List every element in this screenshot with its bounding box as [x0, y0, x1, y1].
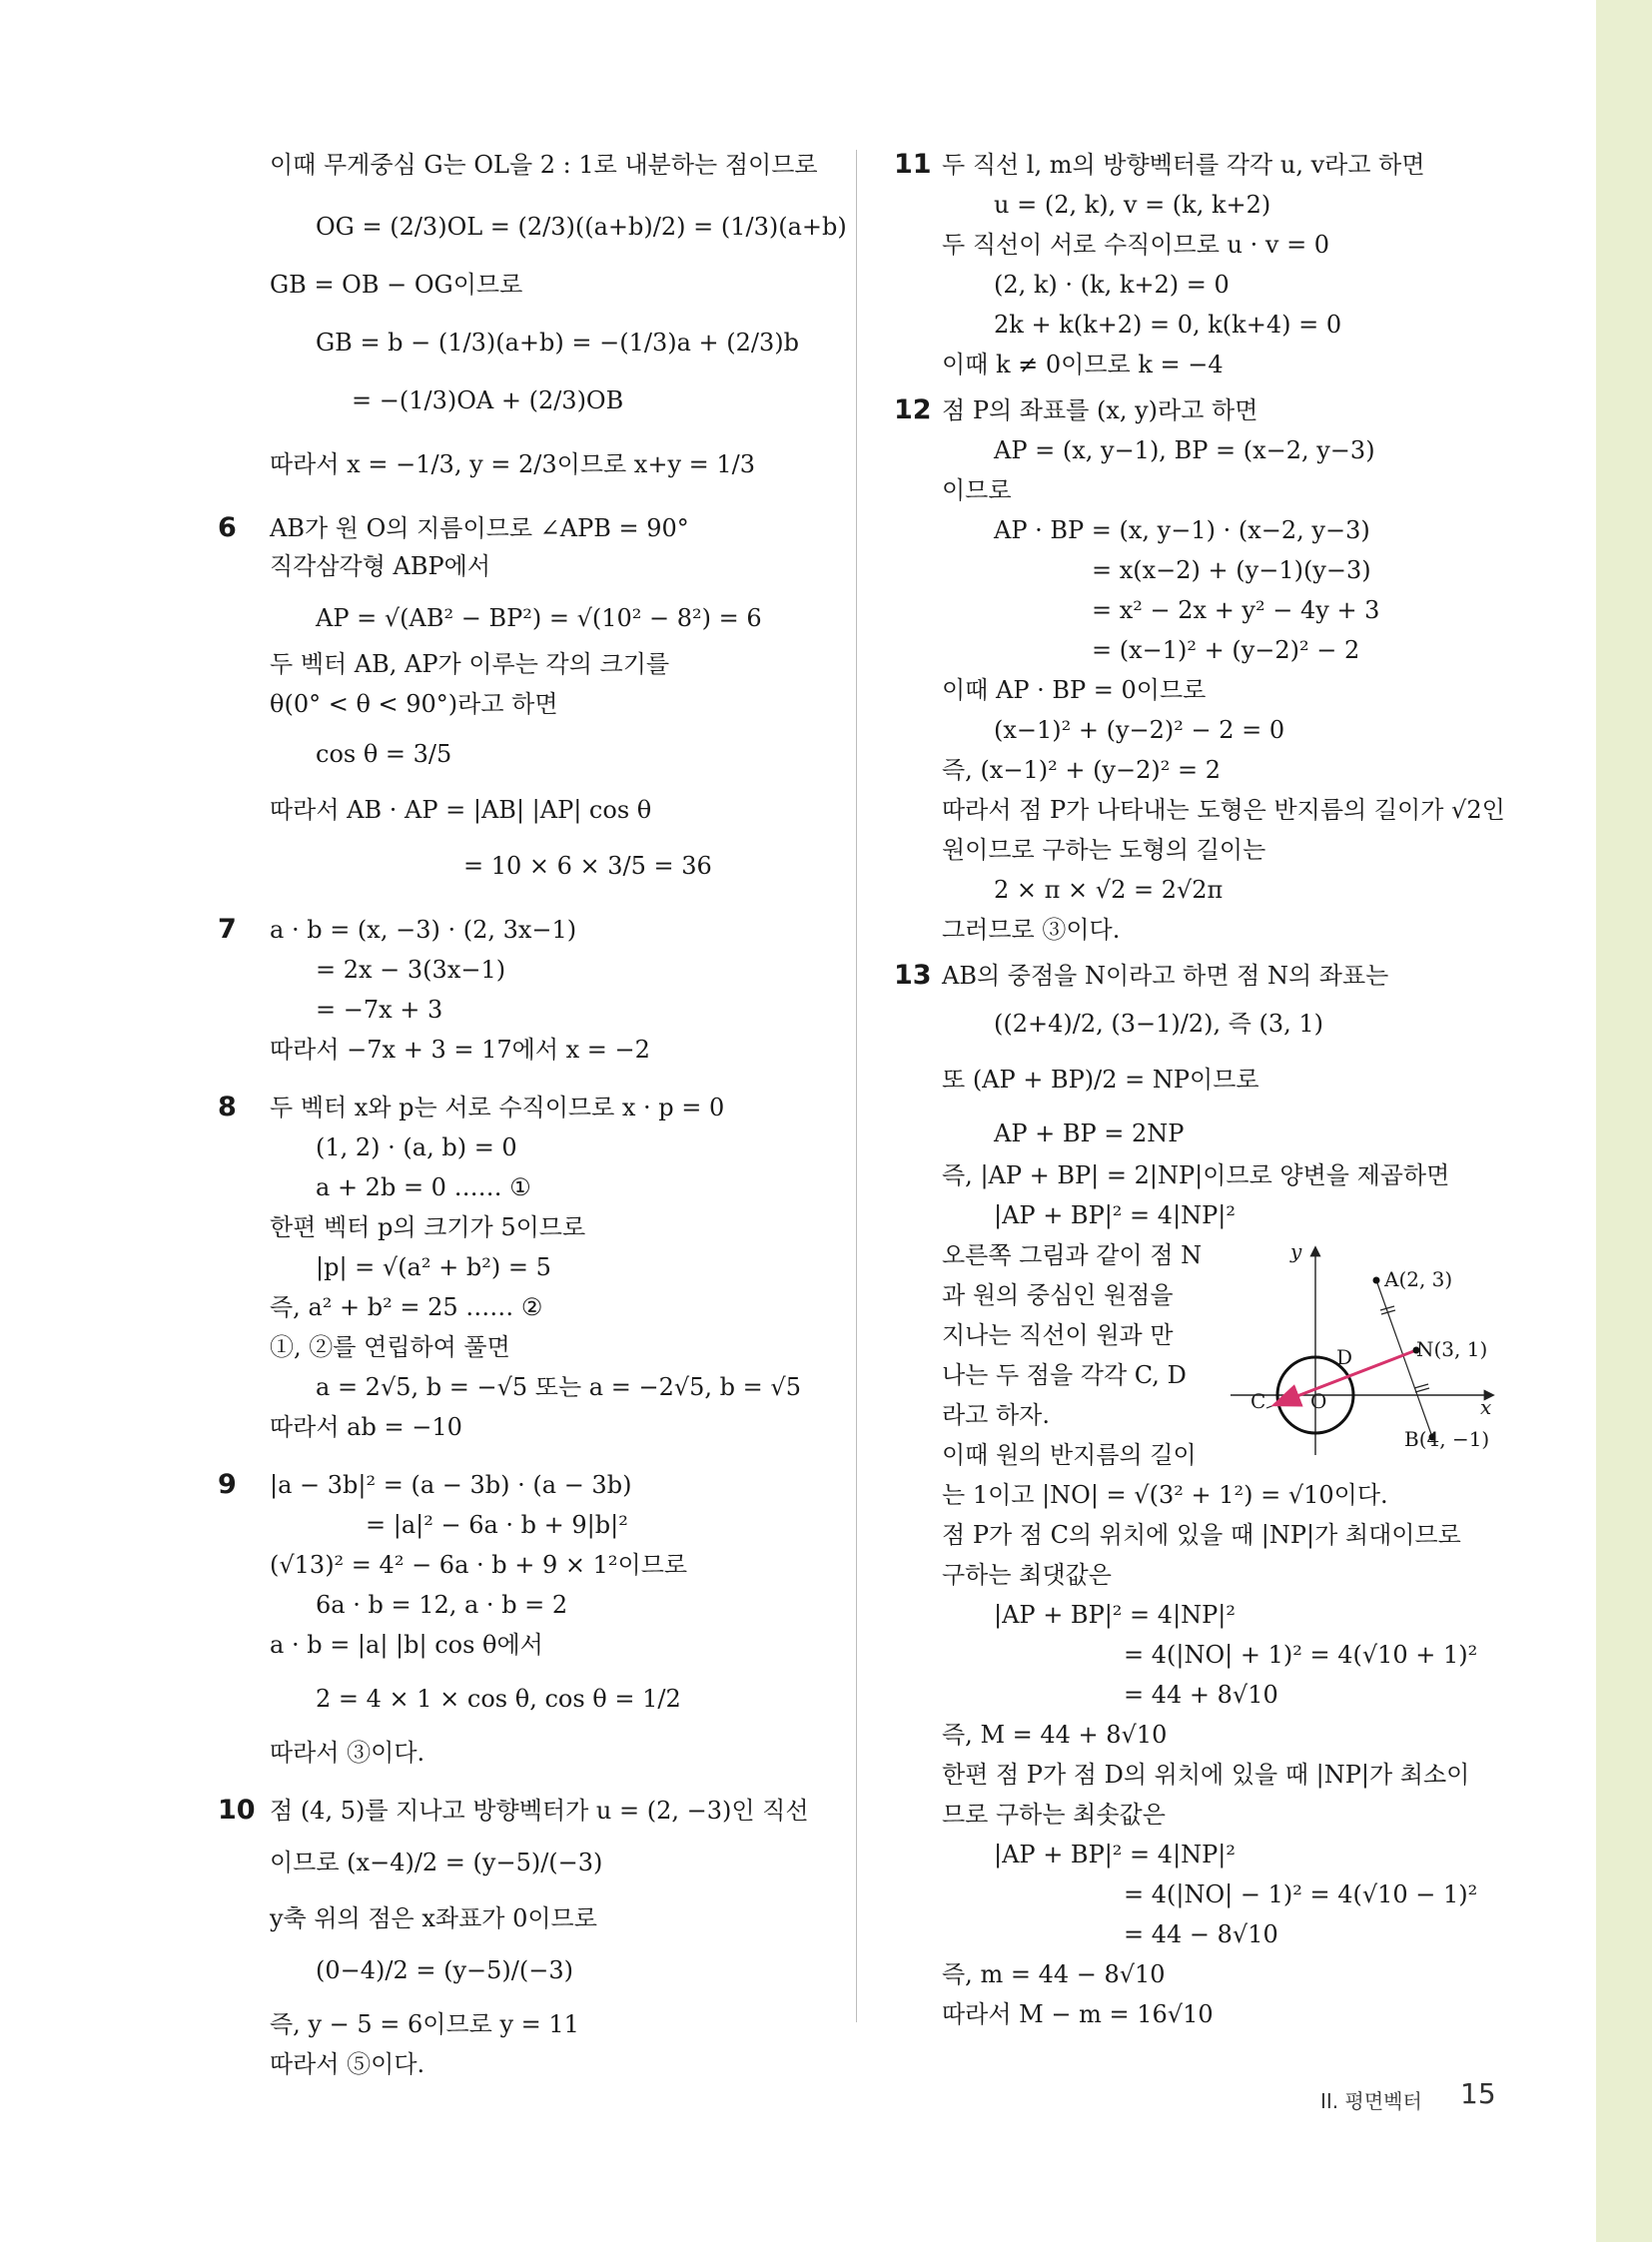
solution-line: 이때 원의 반지름의 길이 [942, 1441, 1197, 1469]
solution-line: 따라서 −7x + 3 = 17에서 x = −2 [270, 1036, 650, 1064]
solution-line: AP · BP = (x, y−1) · (x−2, y−3) [994, 516, 1370, 544]
solution-line: (x−1)² + (y−2)² − 2 = 0 [994, 716, 1285, 744]
solution-line: 그러므로 ③이다. [942, 916, 1121, 944]
solution-line: ①, ②를 연립하여 풀면 [270, 1333, 510, 1361]
solution-line: θ(0° < θ < 90°)라고 하면 [270, 690, 558, 718]
solution-line: 두 벡터 x와 p는 서로 수직이므로 x · p = 0 [270, 1094, 725, 1121]
solution-line: 오른쪽 그림과 같이 점 N [942, 1241, 1203, 1269]
solution-line: = x² − 2x + y² − 4y + 3 [1092, 596, 1380, 624]
solution-line: 나는 두 점을 각각 C, D [942, 1361, 1187, 1389]
footer-section-title: II. 평면벡터 [1320, 2089, 1422, 2113]
solution-line: = x(x−2) + (y−1)(y−3) [1092, 556, 1371, 584]
solution-line: AP = (x, y−1), BP = (x−2, y−3) [994, 436, 1375, 464]
figure-point-d-label: D [1336, 1345, 1353, 1369]
problem-number: 10 [218, 1795, 256, 1826]
solution-line: 또 (AP + BP)/2 = NP이므로 [942, 1066, 1259, 1094]
solution-line: 점 P가 점 C의 위치에 있을 때 |NP|가 최대이므로 [942, 1521, 1461, 1549]
solution-line: 두 벡터 AB, AP가 이루는 각의 크기를 [270, 650, 670, 678]
solution-line: = 10 × 6 × 3/5 = 36 [463, 852, 712, 880]
figure-point-a-label: A(2, 3) [1384, 1267, 1453, 1291]
solution-line: 라고 하자. [942, 1401, 1050, 1429]
solution-line: 는 1이고 |NO| = √(3² + 1²) = √10이다. [942, 1481, 1388, 1509]
solution-line: (√13)² = 4² − 6a · b + 9 × 1²이므로 [270, 1551, 688, 1579]
solution-line: |a − 3b|² = (a − 3b) · (a − 3b) [270, 1471, 632, 1499]
figure-origin-label: O [1310, 1389, 1327, 1413]
solution-line: GB = b − (1/3)(a+b) = −(1/3)a + (2/3)b [316, 329, 799, 357]
solution-line: 2k + k(k+2) = 0, k(k+4) = 0 [994, 311, 1342, 339]
problem-number: 12 [894, 394, 932, 425]
problem-number: 9 [218, 1469, 237, 1500]
solution-line: 므로 구하는 최솟값은 [942, 1801, 1166, 1829]
solution-line: 두 직선 l, m의 방향벡터를 각각 u, v라고 하면 [942, 151, 1425, 179]
solution-line: AP = √(AB² − BP²) = √(10² − 8²) = 6 [316, 604, 762, 632]
solution-line: 이므로 (x−4)/2 = (y−5)/(−3) [270, 1849, 603, 1876]
solution-line: 한편 벡터 p의 크기가 5이므로 [270, 1213, 586, 1241]
solution-line: |AP + BP|² = 4|NP|² [994, 1601, 1237, 1629]
solution-line: 따라서 AB · AP = |AB| |AP| cos θ [270, 796, 652, 824]
solution-line: 2 = 4 × 1 × cos θ, cos θ = 1/2 [316, 1685, 681, 1713]
solution-line: 이때 AP · BP = 0이므로 [942, 676, 1207, 704]
problem-number: 7 [218, 914, 237, 945]
solution-line: 이때 k ≠ 0이므로 k = −4 [942, 351, 1224, 378]
solution-line: GB = OB − OG이므로 [270, 271, 523, 299]
solution-line: 구하는 최댓값은 [942, 1561, 1112, 1589]
solution-line: 이므로 [942, 476, 1012, 504]
solution-line: (1, 2) · (a, b) = 0 [316, 1133, 517, 1161]
solution-line: = 4(|NO| + 1)² = 4(√10 + 1)² [1124, 1641, 1478, 1669]
solution-line: = |a|² − 6a · b + 9|b|² [366, 1511, 628, 1539]
solution-line: 따라서 ab = −10 [270, 1413, 462, 1441]
solution-line: 따라서 x = −1/3, y = 2/3이므로 x+y = 1/3 [270, 450, 756, 478]
solution-line: 따라서 ③이다. [270, 1739, 425, 1767]
solution-line: = −7x + 3 [316, 996, 443, 1024]
column-divider [856, 150, 857, 2022]
figure-point-b-label: B(4, −1) [1404, 1427, 1490, 1451]
solution-line: 따라서 점 P가 나타내는 도형은 반지름의 길이가 √2인 [942, 796, 1505, 824]
solution-line: 따라서 ⑤이다. [270, 2050, 425, 2078]
solution-line: 즉, (x−1)² + (y−2)² = 2 [942, 756, 1221, 784]
problem-number: 6 [218, 512, 237, 543]
solution-line: (0−4)/2 = (y−5)/(−3) [316, 1956, 573, 1984]
solution-line: 원이므로 구하는 도형의 길이는 [942, 836, 1266, 864]
solution-line: 6a · b = 12, a · b = 2 [316, 1591, 568, 1619]
solution-line: 점 P의 좌표를 (x, y)라고 하면 [942, 396, 1258, 424]
solution-line: ((2+4)/2, (3−1)/2), 즉 (3, 1) [994, 1010, 1324, 1038]
solution-line: 즉, a² + b² = 25 …… ② [270, 1293, 543, 1321]
solution-line: a = 2√5, b = −√5 또는 a = −2√5, b = √5 [316, 1373, 801, 1401]
figure-y-label: y [1290, 1239, 1302, 1263]
solution-line: 따라서 M − m = 16√10 [942, 2000, 1214, 2028]
problem-number: 11 [894, 149, 932, 180]
solution-line: y축 위의 점은 x좌표가 0이므로 [270, 1904, 597, 1932]
solution-line: a · b = |a| |b| cos θ에서 [270, 1631, 543, 1659]
solution-line: AB의 중점을 N이라고 하면 점 N의 좌표는 [942, 962, 1389, 990]
solution-line: u = (2, k), v = (k, k+2) [994, 191, 1271, 219]
solution-line: AB가 원 O의 지름이므로 ∠APB = 90° [270, 514, 689, 542]
solution-line: 점 (4, 5)를 지나고 방향벡터가 u = (2, −3)인 직선 [270, 1797, 809, 1825]
solution-line: 한편 점 P가 점 D의 위치에 있을 때 |NP|가 최소이 [942, 1761, 1470, 1789]
solution-line: = 2x − 3(3x−1) [316, 956, 506, 984]
solution-line: 직각삼각형 ABP에서 [270, 552, 491, 580]
problem-number: 13 [894, 960, 932, 991]
tick-mark-nb [1414, 1384, 1428, 1388]
solution-line: |AP + BP|² = 4|NP|² [994, 1841, 1237, 1868]
figure-point-c-label: C [1250, 1389, 1266, 1413]
solution-line: = 44 + 8√10 [1124, 1681, 1278, 1709]
solution-line: 즉, |AP + BP| = 2|NP|이므로 양변을 제곱하면 [942, 1161, 1450, 1189]
figure-x-label: x [1480, 1395, 1492, 1419]
solution-line: a · b = (x, −3) · (2, 3x−1) [270, 916, 577, 944]
solution-line: 두 직선이 서로 수직이므로 u · v = 0 [942, 231, 1330, 259]
solution-line: 즉, M = 44 + 8√10 [942, 1721, 1168, 1749]
solution-line: 과 원의 중심인 원점을 [942, 1281, 1174, 1309]
solution-line: |AP + BP|² = 4|NP|² [994, 1201, 1237, 1229]
figure-point-n-label: N(3, 1) [1416, 1337, 1488, 1361]
page-number: 15 [1460, 2077, 1496, 2110]
solution-line: 2 × π × √2 = 2√2π [994, 876, 1224, 904]
solution-line: 지나는 직선이 원과 만 [942, 1321, 1174, 1349]
solution-line: 즉, y − 5 = 6이므로 y = 11 [270, 2010, 579, 2038]
tick-mark-nb-2 [1415, 1388, 1429, 1392]
solution-line: 즉, m = 44 − 8√10 [942, 1960, 1166, 1988]
solution-line: cos θ = 3/5 [316, 740, 452, 768]
side-color-strip [1596, 0, 1652, 2242]
solution-line: OG = (2/3)OL = (2/3)((a+b)/2) = (1/3)(a+b) [316, 213, 847, 241]
problem-number: 8 [218, 1092, 237, 1122]
point-a-dot [1373, 1277, 1380, 1284]
solution-line: = (x−1)² + (y−2)² − 2 [1092, 636, 1360, 664]
solution-line: 이때 무게중심 G는 OL을 2 : 1로 내분하는 점이므로 [270, 151, 818, 179]
solution-line: a + 2b = 0 …… ① [316, 1173, 531, 1201]
solution-line: (2, k) · (k, k+2) = 0 [994, 271, 1230, 299]
solution-line: |p| = √(a² + b²) = 5 [316, 1253, 551, 1281]
solution-line: = 4(|NO| − 1)² = 4(√10 − 1)² [1124, 1880, 1478, 1908]
solution-line: = −(1/3)OA + (2/3)OB [352, 386, 624, 414]
solution-line: = 44 − 8√10 [1124, 1920, 1278, 1948]
solution-line: AP + BP = 2NP [994, 1120, 1185, 1147]
